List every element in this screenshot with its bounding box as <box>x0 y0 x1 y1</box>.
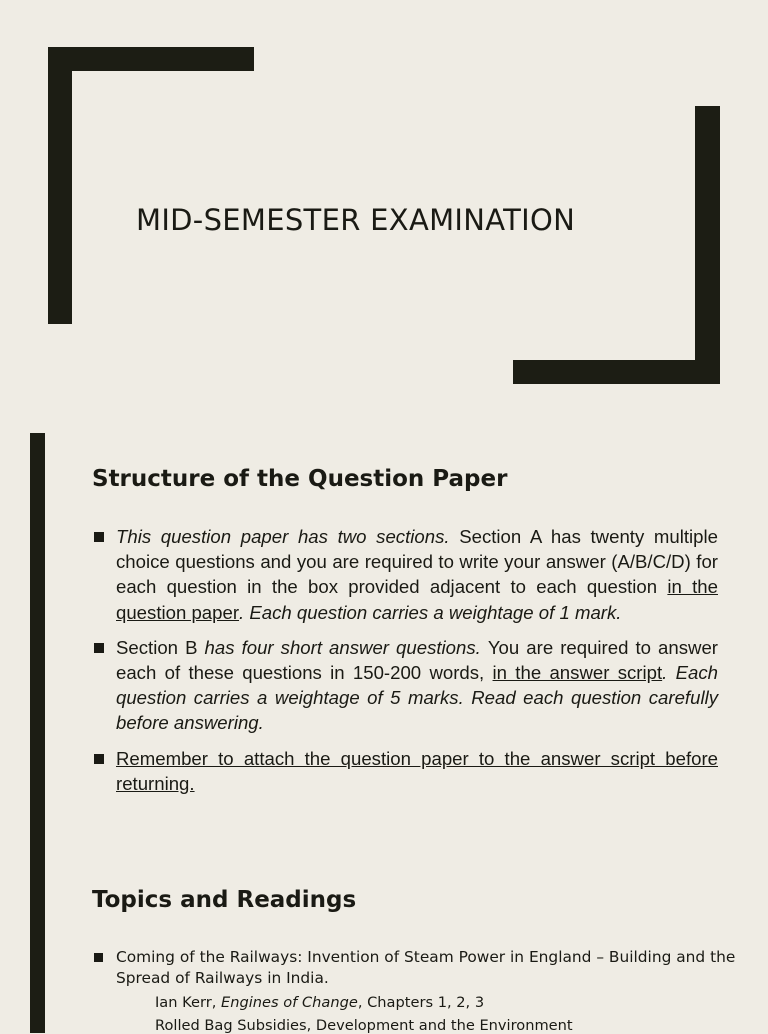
topics-heading: Topics and Readings <box>92 887 357 913</box>
topic-item-1: Coming of the Railways: Invention of Steam Power in England – Building and the Spread of Railways in India. <box>92 947 740 988</box>
frame-bottom-right-vertical <box>695 106 720 384</box>
frame-bottom-right-horizontal <box>513 360 720 384</box>
reading-item-1: Ian Kerr, Engines of Change, Chapters 1, 2, 3 <box>155 994 485 1011</box>
structure-bullet-3: Remember to attach the question paper to the answer script before returning. <box>92 746 718 796</box>
frame-top-left-horizontal <box>48 47 254 71</box>
frame-top-left-vertical <box>48 47 72 324</box>
structure-heading: Structure of the Question Paper <box>92 466 508 492</box>
square-bullet-icon <box>94 754 104 764</box>
reading-item-2-partial: Rolled Bag Subsidies, Development and the Environment <box>155 1017 573 1034</box>
page-title: MID-SEMESTER EXAMINATION <box>136 203 576 237</box>
structure-bullet-list <box>92 524 718 806</box>
square-bullet-icon <box>94 532 104 542</box>
structure-bullet-1: This question paper has two sections. Section A has twenty multiple choice questions and you are required to write your answer (A/B/C/D) for each question in the box provided adjacent to each question in the question paper. Each question carries a weightage of 1 mark. <box>92 524 718 625</box>
square-bullet-icon <box>94 953 103 962</box>
topics-bullet-list <box>92 947 740 988</box>
structure-bullet-2: Section B has four short answer questions. You are required to answer each of these questions in 150-200 words, in the answer script. Each question carries a weightage of 5 marks. Read each question carefully before answering. <box>92 635 718 736</box>
slide-left-accent-bar <box>30 433 45 1033</box>
square-bullet-icon <box>94 643 104 653</box>
